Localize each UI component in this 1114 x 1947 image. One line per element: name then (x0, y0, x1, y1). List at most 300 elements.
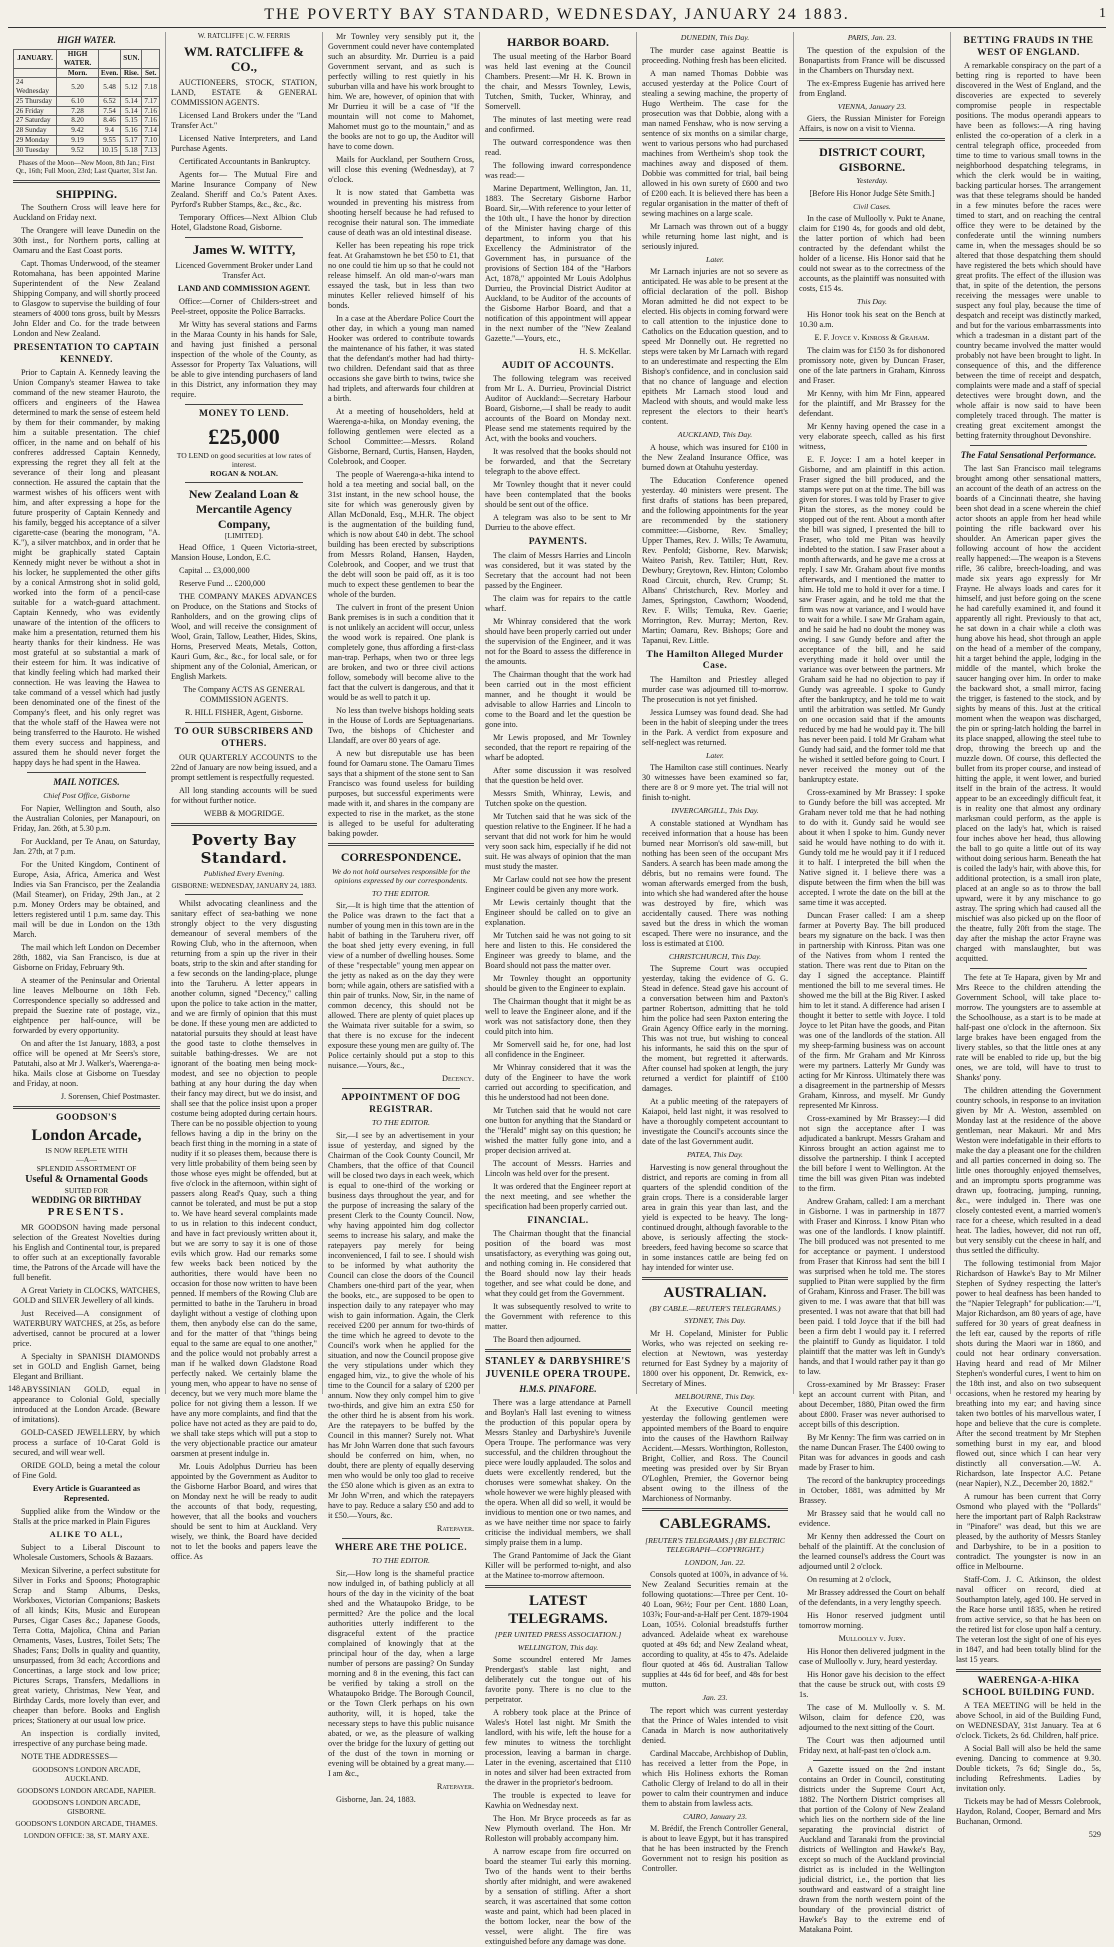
news-paragraph: A rumour has been current that Corry Osmond who played with the "Pollards" here the important part of Ralph Rackstraw in "Pinafore" was dead, but this we are pleased, by the authority of Messrs Stanley and Darbyshire, to be in a position to contradict. The youngster is now in an office in Melbourne. (956, 1492, 1101, 1572)
nzloan-paragraph: The Company ACTS AS GENERAL COMMISSION AGENTS. (183, 685, 305, 705)
financial-paragraph: The Chairman thought that the financial position of the board was most unsatisfactory, as everything was going out, and nothing coming in. He considered that the Board should now lay their heads together, and see what could be done, and what they could get from the Government. (485, 1229, 631, 1299)
witty-title: James W. WITTY, (192, 242, 296, 258)
hamilton-heading: The Hamilton Alleged Murder Case. (646, 649, 784, 672)
goodson-paragraph: MR GOODSON having made personal selection of the Greatest Novelties during his English and Continental tour, is prepared to offer such at an exceptionally favorable time, the Patrons of the Arcade will have the full benefit. (13, 1222, 160, 1282)
dateline: VIENNA, January 23. (837, 101, 907, 111)
tide-cell: 5.14 (121, 96, 142, 106)
telegram-paragraph: Giers, the Russian Minister for Foreign Affairs, is now on a visit to Vienna. (799, 114, 945, 133)
tide-cell: 9.52 (57, 145, 99, 155)
telegram-paragraph: Jessica Lumsey was found dead. She had been in the habit of sleeping under the trees in the Park. A verdict from exposure and self-neglect was returned. (642, 707, 788, 747)
mail-subheading: Chief Post Office, Gisborne (43, 791, 130, 801)
subscribers-signature: WEBB & MOGRIDGE. (203, 808, 285, 818)
tide-cell: 5.20 (57, 78, 99, 97)
goodson-line: WEDDING OR BIRTHDAY (31, 1195, 142, 1206)
goodson-paragraph: Just Received—A consignment of WATERBURY WATCHES, at 25s, as before advertised, cannot be procured at a lower price. (13, 1308, 160, 1348)
masthead (8, 6, 1106, 28)
subheading: Civil Cases. (853, 201, 891, 211)
dateline: CHRISTCHURCH, This Day. (668, 951, 762, 961)
financial-heading: FINANCIAL. (527, 1215, 589, 1226)
tide-table (13, 49, 160, 156)
tide-row (14, 145, 160, 155)
money-signature: ROGAN & NOLAN. (210, 469, 278, 479)
school-paragraph: Tickets may be had of Messrs Colebrook, Haydon, Roland, Cooper, Bernard and Mrs Buchanan, Ormond. (956, 1797, 1101, 1827)
police-heading: WHERE ARE THE POLICE. (334, 1542, 468, 1553)
court-paragraph: Mr Kenny, with him Mr Finn, appeared for the plaintiff, and Mr Brassey for the defendant. (799, 388, 945, 418)
tide-cell: 25 Thursday (14, 96, 57, 106)
latest-telegrams-source: [PER UNITED PRESS ASSOCIATION.] (494, 1630, 622, 1640)
advert-number: 529 (1088, 1830, 1101, 1840)
goodson-addresses (13, 1765, 160, 1840)
tide-cell: 5.12 (121, 78, 142, 97)
tide-cell: 30 Tuesday (14, 145, 57, 155)
dateline: PATEA, This Day. (687, 1150, 743, 1160)
goodson-address: GOODSON'S LONDON ARCADE, AUCKLAND. (32, 1764, 141, 1783)
telegram-paragraph: The Hamilton and Priestley alleged murder case was adjourned till to-morrow. The prosecution is not yet finished. (642, 674, 788, 704)
tide-cell: 7.54 (98, 106, 120, 116)
goodson-line: Useful & Ornamental Goods (25, 1173, 148, 1185)
financial-paragraph: The Board then adjourned. (493, 1335, 581, 1345)
telegram-paragraph: A house, which was insured for £100 in the New Zealand Insurance Office, was burned down at Otahuhu yesterday. (642, 442, 788, 472)
payments-paragraph: The Chairman thought that it might be as well to leave the Engineer alone, and if the work was not satisfactory done, then they could pitch into him. (485, 996, 631, 1036)
goodson-paragraph: Mexican Silverine, a perfect substitute for Silver in Forks and Spoons; Photographic Scrap and Stamp Albums, Desks, Workboxes, Victorian Companions; Baskets of all kinds; Kits, Music and European Purses, Cigar Cases &c.; Japanese Goods, Terra Cotta, Majolica, China and Parian Ornaments, Vases, Lustres, Toilet Sets; The Shades; Fans; Dolls in quality and quantity, unsurpassed, from 3d each; Accordions and Concertinas, a large stock and low price; Pictures Scraps, Transfers, Medallions in great variety, Christmas, New Year, and Birthday Cards, more lovely than ever, and cheaper than before. Books and English prices; Stationery at our usual low price. (13, 1565, 160, 1725)
editorial-paragraph: Mr. Louis Adolphus Durrieu has been appointed by the Government as Auditor to the Gisborne Harbor Board, and wires that on Monday next he will be ready to audit the accounts of that body, requesting, however, that all the books and vouchers should be sent to him at Auckland. Very wisely, we think, the Board have decided not to let the books and papers leave the office. As (171, 1462, 317, 1562)
court-paragraph: Cross-examined by Mr Brassey:—I did not sign the acceptance after I was adjudicated a bankrupt. Messrs Graham and Kinross brought an action against me to dissolve the partnership. I think I accepted the bill before I went to Wellington. At the time the bill was given Pitan was indebted to the firm. (799, 1113, 945, 1193)
subscribers-paragraph: All long standing accounts will be sued for without further notice. (171, 785, 317, 805)
divider (27, 772, 146, 773)
letter-date: Gisborne, Jan. 24, 1883. (336, 1794, 416, 1804)
court-judge: [Before His Honor Judge Sète Smith.] (809, 188, 935, 198)
witty-paragraph: Mr Witty has several stations and Farms in the Maraa County in his hands for Sale, and having just finished a personal inspection of the whole of the County, as Assessor for Property Tax Valuations, will be able to give intending purchasers of land in this District, any information they may require. (171, 320, 317, 400)
mail-paragraph: For Napier, Wellington and South, also the Australian Colonies, per Manapouri, on Friday, Jan. 26th, at 5.30 p.m. (13, 803, 160, 833)
school-paragraph: A TEA MEETING will be held in the above School, in aid of the Building Fund, on WEDNESDAY, 31st January. Tea at 6 o'clock. Tickets, 2s 6d. Children, half price. (956, 1701, 1101, 1741)
betting-frauds-heading: BETTING FRAUDS IN THE WEST OF ENGLAND. (963, 36, 1094, 58)
payments-paragraph: Mr Tutchen said that he was sick of the question relative to the Engineer. If he had a servant that did not work for him he would very soon sack him, especially if he did not suit. He was always of opinion that the man must study the master. (485, 811, 631, 871)
news-paragraph: A new but disreputable use has been found for Oamaru stone. The Oamaru Times says that a shipment of the stone sent to San Francisco was found useless for building purposes, but successful experiments were made with it, and shares in the company are expected to rise in the market, as the stone is alleged to be useful for adulterating baking powder. (328, 749, 474, 838)
letter-paragraph: Sir,—It is high time that the attention of the Police was drawn to the fact that a number of young men in this town are in the habit of bathing in the Taruheru river, off the boat shed jetty every evening, in full view of a number of dwelling houses. Some of these "respectable" young men appear on the jetty as naked as on the day they were born; while again, others are satisfied with a thin pair of trunks. Now, Sir, in the name of common decency, this should not be allowed. There are plenty of quiet places up the Waimata river suitable for a swim, so that there is no excuse for the indecent exposure these young men are guilty of. The Police certainly should put a stop to this nuisance.—Yours, &c., (328, 901, 474, 1071)
payments-paragraph: Mr Tutchen said he was not going to sit here and listen to this. He considered the Engineer was greedy to blame, and the Board should not pass the matter over. (485, 930, 631, 970)
presentation-paragraph: Prior to Captain A. Kennedy leaving the Union Company's steamer Hawea to take command of the new steamer Hauroto, the officers and engineers of the Hawea determined to mark the sense of esteem held by them for their commander, by making him a suitable presentation. The chief officer, in the name and on behalf of his confreres addressed Captain Kennedy, expressing the regret they all felt at the severance of their long and pleasant connection. He assured the captain that the warmest wishes of his officers went with him, and after expressing a hope for the future prosperity of Captain Kennedy and his family, begged his acceptance of a silver cigarette-case (bearing the monogram, "A. K."), a silver matchbox, and in order that he might be graphically stated Captain Kennedy might never be without a shot in his locker, he supplemented the other gifts by a conical Armstrong shot in solid gold, worked into the form of a pencil-case suitable for a watch-guard attachment. Captain Kennedy, who was evidently unaware of the intention of the officers to make him a presentation, returned them his hearty thanks for their kindness. He was most grateful at so substantial a mark of their esteem for him. It was indicative of that kindly feeling which had marked their connection. He was leaving the Hawea to take command of a vessel which had justly been denominated one of the finest of the Company's fleet, and his only regret was that the whole staff of the Hawea were not being transferred to the Hauroto. He wished them every success and happiness, and assured them he should never forget the happy days he had spent in the Hawea. (13, 368, 160, 768)
witty-paragraph: Licenced Government Broker under Land Transfer Act. (175, 261, 313, 281)
financial-paragraph: It was subsequently resolved to write to the Government with reference to this matter. (485, 1302, 631, 1332)
payments-heading: PAYMENTS. (528, 537, 588, 548)
telegram-paragraph: Harvesting is now general throughout the district, and reports are coming in from all quarters of the splendid condition of the grain crops. There is a considerable larger area in grain this year than last, and the yield is expected to be heavy. The long-continued drought, although favorable to the above, is seriously affecting the stock-breeders, feed having become so scarce that in some instances cattle are being fed on hay intended for winter use. (642, 1162, 788, 1272)
telegram-paragraph: The trouble is expected to leave for Kawhia on Wednesday next. (485, 1791, 631, 1811)
goodson-paragraph: A Great Variety in CLOCKS, WATCHES, GOLD and SILVER Jewellery of all kinds. (13, 1285, 160, 1305)
payments-paragraph: The claim of Messrs Harries and Lincoln was considered, but it was stated by the Secretary that the account had not been passed by the Engineer. (485, 550, 631, 590)
goodson-line: IS NOW REPLETE WITH (45, 1145, 128, 1155)
mail-paragraph: The mail which left London on December 28th, 1882, via San Francisco, is due at Gisborne on Friday, February 9th. (13, 942, 160, 972)
tide-cell: 7.10 (142, 136, 160, 146)
court-paragraph: Mr Brassey said that he would call no evidence. (799, 1508, 945, 1528)
dateline: INVERCARGILL, This Day. (671, 806, 759, 816)
goodson-line: —A— (76, 1155, 97, 1165)
witty-advert (171, 242, 317, 258)
tide-subheader: Rise. (121, 68, 142, 78)
letter-signature: Ratepayer. (436, 1781, 474, 1791)
tide-cell: 9.4 (98, 126, 120, 136)
court-paragraph: The record of the bankruptcy proceedings in October, 1881, was admitted by Mr Brassey. (799, 1475, 945, 1505)
subscribers-paragraph: OUR QUARTERLY ACCOUNTS to the 22nd of January are now being issued, and a prompt settlement is respectfully requested. (171, 752, 317, 782)
mail-paragraph: On and after the 1st January, 1883, a post office will be opened at Mr Seers's store, Patutahi, also at Mr J. Walker's, Waerenga-a-hika. Mails close at Gisborne on Tuesday and Friday, at noon. (13, 1038, 160, 1088)
goodson-guarantee: Every Article is Guaranteed as Represented. (32, 1483, 141, 1503)
column-6 (793, 32, 950, 1934)
tide-cell: 5.48 (98, 78, 120, 97)
standard-subtitle: Published Every Evening. (203, 869, 285, 879)
tide-column-header: JANUARY. (14, 49, 57, 68)
tide-cell: 7.16 (142, 116, 160, 126)
telegram-paragraph: The Supreme Court was occupied yesterday, taking the evidence of G. G. Stead in defence. Stead gave his account of a conversation between him and Paxton's partner Robertson, admitting that he told him the police had seen Paxton entering the Grain Agency Office early in the morning. This was not true, but wishing to conceal his informants, he said this on the spur of the moment, but regretted it afterwards. After counsel had spoken at length, the jury returned a verdict for plaintiff of £100 damages. (642, 964, 788, 1094)
mail-paragraph: For the United Kingdom, Continent of Europe, Asia, Africa, America and West Indies via San Francisco, per the Zealandia (Mail Steamer), on Friday, 29th Jan., at 2 p.m. Money Orders may be obtained, and letters registered until 1 p.m. same day. This mail will be due in London on the 13th March. (13, 859, 160, 939)
news-paragraph: In a case at the Aberdare Police Court the other day, in which a young man named Hooker was ordered to contribute towards the maintenance of his father, it was stated that the defendant's mother had had thirty-two children. Defendant said that as three occasions she gave birth to twins, twice she had triplets, and afterwards four children at a birth. (328, 314, 474, 403)
money-heading: MONEY TO LEND. (199, 409, 289, 420)
tides-heading: HIGH WATER. (57, 35, 116, 45)
goodson-address: GOODSON'S LONDON ARCADE, GISBORNE. (32, 1797, 141, 1816)
tide-cell: 5.15 (121, 116, 142, 126)
school-paragraph: A Social Ball will also be held the same evening. Dancing to commence at 9.30. Double tickets, 7s 6d; Single do., 5s, including Refreshments. Ladies by invitation only. (956, 1744, 1101, 1794)
column-5 (636, 32, 793, 1874)
court-paragraph: His Honor reserved judgment until tomorrow morning. (799, 1610, 945, 1630)
news-paragraph: The children attending the Government country schools, in response to an invitation given by Mr A. Weston, assembled on Monday last at the residence of the above gentleman, near Makauri. Mr and Mrs Weston were indefatigable in their efforts to make the day a pleasant one for the children and all parties concerned in doing so. The little ones thoroughly enjoyed themselves, and an impromptu sports programme was drawn up, footracing, jumping, running, &c., were indulged in. There was one closely contested event, a married women's race for a cheese, which resulted in a dead heat. The ladies, however, did not run off, but very sensibly cut the cheese in half, and thus settled the difficulty. (956, 1086, 1101, 1256)
telegram-paragraph: The murder case against Beattie is proceeding. Nothing fresh has been elicited. (642, 45, 788, 65)
goodson-paragraph: A Specialty in SPANISH DIAMONDS set in GOLD and English Garnet, being Elegant and Brilliant. (13, 1351, 160, 1381)
tide-cell: 7.17 (142, 96, 160, 106)
audit-paragraph: Mr Townley thought that it never could have been contemplated that the books should be sent out of the office. (485, 480, 631, 510)
cablegrams-heading: CABLEGRAMS. (659, 1516, 771, 1533)
news-paragraph: At a meeting of householders, held at Waerenga-a-hika, on Monday evening, the following gentlemen were elected as a School Committee:—Messrs. Roland Gisborne, Bernard, Curtis, Hansen, Hayden, Colebrook, and Cooper. (328, 407, 474, 466)
subscribers-heading: TO OUR SUBSCRIBERS AND OTHERS. (174, 727, 314, 749)
australian-heading: AUSTRALIAN. (663, 1284, 767, 1301)
court-paragraph: Mr Brassey addressed the Court on behalf of the defendants, in a very lengthy speech. (799, 1587, 945, 1607)
latest-telegrams-heading: LATEST TELEGRAMS. (508, 1592, 608, 1627)
payments-paragraph: The claim was for repairs to the cattle wharf. (485, 593, 631, 613)
tide-cell: 9.42 (57, 126, 99, 136)
tide-subheader: Even. (98, 68, 120, 78)
goodson-address: GOODSON'S LONDON ARCADE, NAPIER. (17, 1785, 156, 1795)
correspondence-note: We do not hold ourselves responsible for the opinions expressed by our correspondents. (331, 866, 471, 886)
ratcliffe-advert (171, 44, 317, 76)
payments-paragraph: Mr Carlaw could not see how the present Engineer could be given any more work. (485, 874, 631, 894)
court-paragraph: The Court was then adjourned until Friday next, at half-past ten o'clock a.m. (799, 1735, 945, 1755)
payments-paragraph: It was ordered that the Engineer report at the next meeting, and see whether the specification had been properly carried out. (485, 1181, 631, 1211)
ratcliffe-paragraph: Licensed Native Interpreters, and Land Purchase Agents. (171, 134, 317, 154)
tide-subheader: Morn. (57, 68, 99, 78)
witty-paragraph: Office:—Corner of Childers-street and Peel-street, opposite the Police Barracks. (171, 297, 317, 317)
payments-paragraph: Mr Whinray considered that it was the duty of the Engineer to have the work carried out according to specification, and this he understood had not been done. (485, 1062, 631, 1102)
goodson-paragraph: NOTE THE ADDRESSES— (21, 1751, 118, 1761)
divider (342, 1538, 460, 1539)
court-paragraph: His Honor took his seat on the Bench at 10.30 a.m. (799, 309, 945, 329)
ratcliffe-paragraph: Certificated Accountants in Bankruptcy. (179, 157, 311, 167)
news-paragraph: The fete at Te Hapara, given by Mr and Mrs Reece to the children attending the Government School, will take place to-morrow. The youngsters are to assemble at the Schoolhouse, as a start is to be made at half-past one o'clock in the afternoon. Six large brakes have been engaged from the livery stables, so that the little ones at any rate will be enabled to ride up, but the big ones, we are told, will have to trust to Shanks' pony. (956, 973, 1101, 1083)
court-paragraph: The claim was for £150 3s for dishonored promissory note, given by Duncan Fraser, one of the late partners in Graham, Kinross and Fraser. (799, 345, 945, 385)
subheading: This Day. (857, 297, 887, 307)
tide-cell: 28 Sunday (14, 126, 57, 136)
opera-paragraph: There was a large attendance at Parnell and Boylan's Hall last evening to witness the production of this popular opera by Messrs Stanley and Darbyshire's Juvenile Opera Troupe. The performance was very successful, and the children throughout the piece were loudly applauded. The solos and duets were excellently rendered, but the choruses were somewhat shakey. On the whole however we were highly pleased with the opera. When all did so well, it would be invidious to mention one or two names, and as we have neither time nor space to fairly criticise the individual members, we shall simply praise them in a lump. (485, 1397, 631, 1547)
court-day: Yesterday. (856, 176, 888, 186)
letter-signature: Ratepayer. (436, 1523, 474, 1533)
audit-paragraph: It was resolved that the books should not be forwarded, and that the Secretary telegraph to the above effect. (485, 447, 631, 477)
divider (185, 237, 303, 238)
article-paragraph: The last San Francisco mail telegrams brought among other sensational matters, an account of the death of an actress on the boards of a Cincinnati theatre, she having been shot dead in a scene wherein the chief actor shoots an apple from her head while pointing the rifle backward over his shoulder. An American paper gives the following account of how the accident really happened:—The weapon is a Stevens rifle, 36 calibre, breech-loading, and was made six years ago expressly for Mr Frayne. He always loads and cares for it himself, and just before going on the scene he had carefully examined it, and found it apparently all right. Previously to that act, he sat down in a chair while a cloth was hung above his head, shot through an apple on the head of a member of the company, hit a target behind the apple, lodging in the middle of the mantel, which broke the saucer hanging over him. In order to make the backward shot, a small mirror, facing the trigger, is fastened to the stock, and by sights by means of this. Just at the critical moment when the weapon was discharged, the pin or spring-latch holding the barrel in its place snapped, allowing the steel tube to drop, throwing the breech up and the muzzle down. Of course, this deflected the bullet from its proper course, and instead of hitting the apple, it went lower, and buried itself in the brain of the actress. It would appear to be an exceedingly difficult feat, it is in reality one that almost any ordinary marksman could perform, as the apple is placed on the lady's hat, which is raised four inches above her head, thus allowing the ball to go quite a little out of its way without doing serious harm. Beneath the hat is coiled the lady's hair, with above this, for additional protection, is a small iron plate, placed at an angle so as to throw the ball upward, were it by any mischance to go astray. The spring which had caused all the mischief was also picked up on the floor of the theatre, fully 20ft from the stage. The day after the mishap the actor Frayne was charged with manslaughter, but was acquitted. (956, 464, 1101, 964)
court-paragraph: In the case of Mulloolly v. Pukt te Anane, claim for £190 4s, for goods and old debt, the latter portion of which had been contracted by the defendant whilst the holder of a license. His Honor said that he could not swear as to the correctness of the accounts, as the plaintiff was nonsuited with costs, £15 4s. (799, 214, 945, 294)
dateline: PARIS, Jan. 23. (847, 33, 897, 42)
witty-paragraph: LAND AND COMMISSION AGENT. (177, 284, 311, 294)
divider (642, 1508, 788, 1511)
harbor-paragraph: The outward correspondence was then read. (485, 137, 631, 157)
divider (485, 1585, 631, 1588)
dateline: CAIRO, January 23. (682, 1811, 748, 1821)
harbor-heading: HARBOR BOARD. (506, 35, 609, 49)
divider (328, 843, 474, 846)
tide-cell: 6.52 (98, 96, 120, 106)
tide-cell: 9.55 (98, 136, 120, 146)
shipping-paragraph: The Orangere will leave Dunedin on the 30th inst., for Northern ports, calling at Oamaru and the East Coast ports. (13, 226, 160, 256)
letter-signature: Decency. (442, 1074, 474, 1084)
goodson-address: GOODSON'S LONDON ARCADE, THAMES. (15, 1818, 158, 1828)
audit-heading: AUDIT OF ACCOUNTS. (501, 360, 615, 371)
mail-heading: MAIL NOTICES. (53, 777, 120, 788)
opera-troupe-heading: STANLEY & DARBYSHIRE'S JUVENILE OPERA TROUPE. (485, 1356, 631, 1380)
court-paragraph: Andrew Graham, called: I am a merchant in Gisborne. I was in partnership in 1877 with Fraser and Kinross. I know Pitan who was one of the landlords. I know plaintiff. The bill produced was not presented to me for acceptance or payment. I understood from Fraser that Kinross had sent the bill I was surprised when he told me. The stores supplied to Pitan were supplied by the firm of Graham, Kinross and Fraser. The bill was given to me. I was aware that that bill was presented. I was not aware that that bill had been paid. I told Joyce that if the bill had been a firm debt I would pay it. I referred the plaintiff to Gundy as liquidator. I told plaintiff that the matter was left in Gundy's hands, and that I would rather pay it than go to law. (799, 1196, 945, 1376)
divider (171, 823, 317, 826)
mail-paragraph: For Auckland, per Te Anau, on Saturday, Jan. 27th, at 7 p.m. (13, 836, 160, 856)
column-1 (8, 32, 165, 1840)
court-paragraph: The case of M. Mulloolly v. S. M. Wilson, claim for defence £20, was adjourned to the next sitting of the Court. (799, 1702, 945, 1732)
telegram-paragraph: The question of the expulsion of the Bonapartists from France will be discussed in the Chambers on Thursday next. (799, 45, 945, 75)
tide-column-header: HIGH WATER. (57, 49, 99, 68)
payments-paragraph: The account of Messrs. Harries and Lincoln was held over for the present. (485, 1158, 631, 1178)
goodson-title: London Arcade, (31, 1127, 142, 1145)
advert-number: 148 (8, 1384, 20, 1394)
nzloan-title: New Zealand Loan & Mercantile Agency Company, (188, 487, 300, 531)
court-paragraph: By Mr Kenny: The firm was carried on in the name Duncan Fraser. The £400 owing to Pitan was for advances in goods and cash made by Fraser to him. (799, 1432, 945, 1472)
court-paragraph: Duncan Fraser called: I am a sheep farmer at Poverty Bay. The bill produced bears my signature on the back. I was then in partnership with Kinross. Pitan was one of the Natives from whom I rented the station. There was rent due to Pitan on the day I signed the acceptance. Plaintiff mentioned the bill to me several times. He showed me the bill at the Big River. I asked him to let it stand. A difference had arisen I thought it better to settle with Joyce. I told Joyce to let Pitan have the goods, and Pitan was one of the landlords of the station. All my sheep-farming business was on account of the firm. Mr Graham and Mr Kinross were my partners. Latterly Mr Gundy was acting for Mr Kinross. Ultimately there was a disagreement in the partnership of Messrs Graham, Kinross, and myself. Mr Gundy represented Mr Kinross. (799, 910, 945, 1110)
ratcliffe-paragraph: AUCTIONEERS, STOCK, STATION, LAND, ESTATE & GENERAL COMMISSION AGENTS. (171, 78, 317, 108)
payments-paragraph: Mr Lewis certainly thought that the Engineer should be called on to give an explanation. (485, 897, 631, 927)
dateline: LONDON, Jan. 22. (684, 1557, 746, 1567)
divider (342, 1088, 460, 1089)
editorial-paragraph: Whilst advocating cleanliness and the sanitary effect of sea-bathing we none strongly object to the very disgusting demeanour of several members of the Rowing Club, who in the afternoon, when returning from a spin up the river in their boats, strip to the skin and after standing for a few seconds on the landing-place, plunge into the Taruheru. A letter appears in another column, signed "Decency," calling upon the police to take action in the matter, and we are firmly of opinion that this must be done. If these young men are addicted to natatorial pursuits they should at least have the good taste to clothe themselves in suitable bathing-dresses. We are not ignorant of the boating men being mock-modest, and see no objection to people bathing at any hour during the day when their fancy may direct, but we do insist, and shall see that the police insist upon a proper costume being adopted during certain hours. There can be no possible objection to young fellows having a dip in the briny on the beach first thing in the morning in a state of nudity if it so pleases them, because there is very little probability of them being seen by those whose eyes might be offended, but at five o'clock in the afternoon, within sight of passers along Read's Quay, such a thing cannot be tolerated, and must be put a stop to. We have heard several complaints made to us in relation to this indecent conduct, and have in fact previously written about it, but we are sorry to say it is one of those evils which grow. Had our remarks some few weeks back been noticed by the authorities, there would have been no occasion for those now written to have been penned. If members of the Rowing Club are permitted to bathe in the Taruheru in broad daylight without a vestige of clothing upon them, then anybody else can do the same, and for the matter of that "things being equal to the same are equal to one another," and the police would not probably arrest a man if he walked down Gladstone Road perfectly naked. We certainly blame the young men, who appear to have no sense of decency, but we very much more blame the police for not giving them a lesson. If we have any more complaints, and find that the police have not acted as they are paid to do, we shall take steps which will put a stop to the very objectionable practice our amateur oarsmen at present indulge in. (171, 899, 317, 1459)
column-4 (479, 32, 636, 1947)
tide-cell: 5.16 (121, 126, 142, 136)
dateline: MELBOURNE, This Day. (674, 1391, 756, 1401)
tide-cell: 9.19 (57, 136, 99, 146)
newspaper-title: THE POVERTY BAY STANDARD, WEDNESDAY, JANUARY 24 1883. (264, 6, 850, 23)
dateline: SYDNEY, This Day. (684, 1316, 746, 1326)
court-paragraph: His Honor gave his decision to the effect that the cause be struck out, with costs £9 1s. (799, 1669, 945, 1699)
payments-paragraph: Mr Whinray considered that the work should have been properly carried out under the supervision of the Engineer, and it was not for the Board to assess the difference in the amounts. (485, 616, 631, 666)
dog-registrar-heading: APPOINTMENT OF DOG REGISTRAR. (341, 1093, 461, 1115)
subheading: Later. (706, 254, 724, 264)
news-paragraph: It is now stated that Gambetta was wounded in preventing his mistress from shooting herself because he had refused to recognise their natural son. The immediate cause of death was an old intestinal disease. (328, 188, 474, 237)
gazette-paragraph: A Gazette issued on the 2nd instant contains an Order in Council, constituting districts under the Supreme Court Act, 1882. The Northern District comprises all that portion of the Colony of New Zealand which lies on the northern side of the line separating the provincial district of Auckland and Taranaki from the provincial districts of Wellington and Hawke's Bay, except so much of the Auckland provincial district as is included in the Wellington judicial district, i.e., the portion that lies southward and eastward of a straight line drawn from the north western point of the boundary of the provincial district of Hawke's Bay to the extreme end of Matakana Point. (799, 1764, 945, 1934)
tide-cell: 10.15 (98, 145, 120, 155)
goodson-advert (13, 1113, 160, 1220)
shipping-paragraph: The Southern Cross will leave here for Auckland on Friday next. (13, 203, 160, 223)
column-2 (165, 32, 322, 1562)
goodson-paragraph: Subject to a Liberal Discount to Wholesale Customers, Schools & Bazaars. (13, 1542, 160, 1562)
harbor-paragraph: The usual meeting of the Harbor Board was held last evening at the Council Chambers. Present:—Mr H. K. Brown in the chair, and Messrs Townley, Lewis, Tutchen, Smith, Tucker, Whinray, and Somervell. (485, 51, 631, 111)
divider (13, 180, 160, 183)
mail-paragraph: A steamer of the Peninsular and Oriental line leaves Melbourne on 18th Feb. Correspondence specially so addressed and prepaid the Suezine rate of postage, viz., eightpence per half-ounce, will be forwarded by every opportunity. (13, 975, 160, 1035)
goodson-line: PRESENTS. (47, 1206, 126, 1219)
tide-row (14, 126, 160, 136)
payments-paragraph: Mr Somervell said he, for one, had lost all confidence in the Engineer. (485, 1039, 631, 1059)
audit-paragraph: The following telegram was received from Mr L. A. Durrieu, Provincial District Auditor of Auckland:—Secretary Harbour Board, Gisborne,—I shall be ready to audit accounts of the Board on Monday next. Please send me statements required by the Act, with the books and vouchers. (485, 374, 631, 444)
divider (970, 968, 1087, 969)
court-paragraph: Mr Kenny having opened the case in a very elaborate speech, called as his first witness, (799, 421, 945, 451)
divider (185, 722, 303, 723)
telegram-paragraph: A robbery took place at the Prince of Wales's Hotel last night. Mr Smith the landlord, with his wife, left the house for a few minutes to witness the torchlight procession, leaving a barman in charge. Later in the evening, ascertained that £110 in notes and silver had been extracted from the drawer in the proprietor's bedroom. (485, 1708, 631, 1788)
goodson-alike: ALIKE TO ALL, (49, 1529, 124, 1539)
newspaper-page (8, 32, 1106, 1947)
telegram-paragraph: Mr Larnach injuries are not so severe as anticipated. He was able to be present at the official declaration of the poll. Bishop Moran admitted he did not expect to be elected. His objects in coming forward were to call attention to the injustice done to Catholics on the Education question, and to speed Mr Donnelly out. He regretted no steps were taken by Mr Larnach with regard to an underestimate and respecting the Elm Bishop's confidence, and in conclusion said that no chance of language and election epithets Mr Larnach stood loud and Macleod with shouts, and would make less represent the electors to their heart's content. (642, 267, 788, 426)
tide-cell: 7.28 (57, 106, 99, 116)
nzloan-signature: R. HILL FISHER, Agent, Gisborne. (185, 708, 303, 718)
telegram-paragraph: A constable stationed at Wyndham has received information that a house has been burned near Morrison's old saw-mill, but nothing has been seen of the occupant Mrs Sanders. A search has been made among the débris, but no remains were found. The woman afterwards emerged from the bush, into which she had wandered after the house was destroyed by fire, which was accidentally caused. There was nothing saved but the dress in which the woman escaped. There were no insurance, and the loss is estimated at £100. (642, 818, 788, 948)
news-paragraph: The people of Waerenga-a-hika intend to hold a tea meeting and social ball, on the 31st instant, in the new school house, the site for which was generously given by Allan McDonald, Esq., M.H.R. The object is the augmentation of the building fund, which is now about £40 in debt. The school building has been erected by subscriptions from Messrs Roland, Hansen, Hayden, Colebrook, and Cooper, and we trust that the debt will soon be paid off, as it is too much to expect these gentlemen to bear the whole of the burden. (328, 470, 474, 599)
payments-paragraph: Messrs Smith, Whinray, Lewis, and Tutchen spoke on the question. (485, 788, 631, 808)
court-paragraph: His Honor then delivered judgment in the case of Mulloolly v. Jury, heard yesterday. (799, 1646, 945, 1666)
standard-dateline: GISBORNE: WEDNESDAY, JANUARY 24, 1883. (171, 881, 317, 890)
payments-paragraph: The Chairman thought that the work had been carried out in the most efficient manner, and he thought it would be advisable to allow Harries and Lincoln to come to the Board and let the question be gone into. (485, 669, 631, 729)
nzloan-capital: Capital ... £3,000,000 (179, 566, 250, 576)
tide-row (14, 116, 160, 126)
telegram-paragraph: The ex-Empress Eugenie has arrived here from England. (799, 78, 945, 98)
letter-salutation: TO THE EDITOR. (372, 1556, 430, 1566)
column-3 (322, 32, 479, 1804)
telegram-paragraph: The Hamilton case still continues. Nearly 30 witnesses have been examined so far, there are 8 or 9 more yet. The trial will not finish to-night. (642, 763, 788, 803)
telegram-paragraph: Mr Larnach was thrown out of a buggy while returning home last night, and is seriously injured. (642, 221, 788, 251)
court-paragraph: Cross-examined by Mr Brassey: Fraser kept an account current with Pitan, and about December, 1880, Pitan owed the firm about £800. Fraser was never authorised to accept bills of this description. (799, 1379, 945, 1429)
ratcliffe-names: W. RATCLIFFE | C. W. FERRIS (197, 32, 291, 40)
tide-column-header: SUN. (121, 49, 142, 68)
page-number: 1 (1099, 6, 1106, 21)
telegram-paragraph: Some scoundrel entered Mr James Prendergast's stable last night, and deliberately cut the tongue out of his favorite pony. There is no clue to the perpetrator. (485, 1655, 631, 1705)
nzloan-paragraph: Head Office, 1 Queen Victoria-street, Mansion House, London, E.C. (171, 543, 317, 563)
dateline: WELLINGTON, This day. (517, 1642, 599, 1652)
tide-column-header (98, 49, 120, 68)
opera-paragraph: The Grand Pantomime of Jack the Giant Killer will be performed to-night, and also at the Matinee to-morrow afternoon. (485, 1550, 631, 1580)
tide-subheader: Set. (142, 68, 160, 78)
telegram-paragraph: At a public meeting of the ratepayers of Kaiapoi, held last night, it was resolved to have a thoroughly competent accountant to investigate the Council's accounts since the date of the last Government audit. (642, 1097, 788, 1147)
divider (813, 1760, 931, 1761)
dateline: AUCKLAND, This Day. (677, 430, 753, 439)
tide-row (14, 78, 160, 97)
goodson-line: SPLENDID ASSORTMENT OF (36, 1164, 137, 1174)
presentation-heading: PRESENTATION TO CAPTAIN KENNEDY. (13, 343, 160, 365)
telegram-paragraph: Mr H. Copeland, Minister for Public Works, who was rejected on seeking re-election at Newtown, was yesterday returned for East Sydney by a majority of 1800 over his opponent, Dr. Renwick, ex-Secretary of Mines. (642, 1328, 788, 1388)
goodson-address: LONDON OFFICE: 38, ST. MARY AXE. (23, 1830, 150, 1840)
goodson-paragraph: ABYSSINIAN GOLD, equal in appearance to Colonial Gold, specially introduced at the London Arcade. (Beware of imitations). (13, 1384, 160, 1424)
divider (13, 1106, 160, 1109)
payments-paragraph: Mr Lewis proposed, and Mr Townley seconded, that the report re repairing of the wharf be adopted. (485, 732, 631, 762)
shipping-paragraph: Capt. Thomas Underwood, of the steamer Rotomahana, has been appointed Marine Superintendent of the New Zealand Shipping Company, and will shortly proceed to Glasgow to supervise the building of four steamers of 4000 tons gross, built by Messrs John Elder and Co. for the trade between London and New Zealand. (13, 259, 160, 339)
cablegrams-source: [REUTER'S TELEGRAMS.] (BY ELECTRIC TELEGRAPH—COPYRIGHT.) (645, 1535, 785, 1555)
news-paragraph: Keller has been repeating his rope trick feat. At Grahamstown he bet £50 to £1, that no one could tie him up so that he could not release himself. An old man-o'-wars man essayed the task, but in less than two minutes Keller relieved himself of his bonds. (328, 241, 474, 310)
nzloan-reserve: Reserve Fund ... £200,000 (179, 579, 266, 589)
moon-phases: Phases of the Moon—New Moon, 8th Jan.; First Qr., 16th; Full Moon, 23rd; Last Quarter, 31st Jan. (15, 158, 158, 176)
dateline: Jan. 23. (702, 1693, 728, 1703)
fatal-performance-heading: The Fatal Sensational Performance. (960, 450, 1097, 461)
tide-cell: 5.17 (121, 136, 142, 146)
telegram-paragraph: Cardinal Maccabe, Archbishop of Dublin, has received a letter from the Pope, in which His Holiness exhorts the Roman Catholic Clergy of Ireland to do all in their power to calm their countrymen and induce them to abstain from lawless acts. (642, 1748, 788, 1808)
tide-cell: 26 Friday (14, 106, 57, 116)
column-7 (950, 32, 1106, 1840)
standard-nameplate: Poverty Bay Standard. (191, 830, 297, 867)
goodson-line: SUITED FOR (64, 1185, 109, 1195)
divider (185, 482, 303, 483)
pinafore-heading: H.M.S. PINAFORE. (519, 1383, 597, 1394)
nzloan-advert (171, 487, 317, 540)
court-paragraph: E. F. Joyce: I am a hotel keeper in Gisborne, and am plaintiff in this action. Fraser signed the bill produced, and the stamps were put on at the time. The bill was given for stores. I was told by Fraser to give Pitan the stores, as the money could be stopped out of the rent. About a month after the bill was signed, I presented the bill to Fraser, who told me Pitan was heavily indebted to the station. I saw Fraser about a month afterwards, and he gave me a cross at reply. I saw Mr. Graham about five months afterwards, and I mentioned the matter to him. He told me to hold it over for a time. I saw Fraser again, and he told me that the firm was now at variance, and I would have to wait for a while. I saw Mr Graham again, and he said he had no doubt the money was owing. I saw Gundy before and after the acceptance of the bill, and he said everything made it hold over until the variance was over between the partners. Mr Graham said he had no objection to pay if Gundy was agreeable. I spoke to Gundy after the bankruptcy, and he told me to wait until the arbitration was settled. Mr Gundy on one occasion said that if the amounts reduced by me had he would pay it. The bill has never been paid. I told Mr Graham what Gundy had said, and the former told me that he wished it settled before going to Court. I never received the money out of the bankruptcy estate. (799, 454, 945, 784)
nzloan-sub: [LIMITED]. (224, 531, 264, 541)
tide-row (14, 96, 160, 106)
ratcliffe-paragraph: Licensed Land Brokers under the "Land Transfer Act." (171, 111, 317, 131)
shipping-heading: SHIPPING. (55, 186, 117, 201)
ratcliffe-title: WM. RATCLIFFE & CO., (183, 43, 304, 75)
divider (799, 138, 945, 141)
tide-cell: 7.13 (142, 145, 160, 155)
tide-cell: 27 Saturday (14, 116, 57, 126)
subheading: Later. (706, 750, 724, 760)
letter-salutation: TO THE EDITOR. (372, 1118, 430, 1128)
money-advert (171, 424, 317, 479)
tide-subheader (14, 68, 57, 78)
court-paragraph: On resuming at 2 o'clock, (807, 1574, 892, 1584)
telegram-paragraph: The Hon. Mr Bryce proceeds as far as New Plymouth overland. The Hon. Mr Rolleston will probably accompany him. (485, 1814, 631, 1844)
telegram-paragraph: A man named Thomas Dobbie was accused yesterday at the Police Court of stealing a sewing machine, the property of Hugo Wertheim. The case for the prosecution was that Dobbie, along with a man named Fenshaw, who is now serving a sentence of six months on a similar charge, went to various persons who had purchased machines from Wertheim's shop took the machines away and disposed of them. Dobbie was committed for trial, bail being allowed in his own surety of £600 and two of £200 each. It is believed there has been a regular organisation in the matter of theft of sewing machines on a large scale. (642, 68, 788, 218)
telegram-paragraph: The report which was current yesterday that the Prince of Wales intended to visit Canada in March is now authoritatively denied. (642, 1705, 788, 1745)
goodson-paragraph: An inspection is cordially invited, irrespective of any purchase being made. (13, 1728, 160, 1748)
divider (970, 445, 1087, 446)
tide-cell: 5.18 (121, 145, 142, 155)
news-paragraph: The culvert in front of the present Union Bank premises is in such a condition that it is not unlikely an accident will occur, unless the wood work is repaired. One plank is completely gone, thus affording a first-class man-trap. Perhaps, when two or three legs are broken, and two or three civil actions follow, somebody will become alive to the fact that the culvert is dangerous, and that it would be as well to patch it up. (328, 603, 474, 702)
goodson-name: GOODSON'S (56, 1112, 117, 1123)
goodson-paragraph: ORIDE GOLD, being a metal the colour of Fine Gold. (13, 1460, 160, 1480)
divider (185, 894, 303, 895)
news-paragraph: No less than twelve bishops holding seats in the House of Lords are Septuagenarians. Two, the bishops of Chichester and Llandaff, are over 80 years of age. (328, 706, 474, 745)
school-fund-heading: WAERENGA-A-HIKA SCHOOL BUILDING FUND. (962, 1676, 1095, 1698)
ratcliffe-paragraph: Temporary Offices—Next Albion Club Hotel, Gladstone Road, Gisborne. (171, 213, 317, 233)
dateline: DUNEDIN, This Day. (680, 33, 750, 42)
tide-cell: 6.10 (57, 96, 99, 106)
news-paragraph: Mails for Auckland, per Southern Cross, will close this evening (Wednesday), at 7 o'clock. (328, 155, 474, 184)
tide-cell: 7.14 (142, 126, 160, 136)
goodson-paragraph: Supplied alike from the Window or the Stalls at the price marked in Plain Figures (13, 1506, 160, 1526)
case-title: E. F. Joyce v. Kinross & Graham. (814, 332, 930, 342)
telegram-paragraph: At the Executive Council meeting yesterday the following gentlemen were appointed members of the Board to enquire into the causes of the Hawthorn Railway Accident.—Messrs. Worthington, Rolleston, Bright, Collier, and Ross. The Council meeting was presided over by Sir Bryan O'Loghlen, Premier, the Governor being absent owing to the illness of the Marchioness of Normanby. (642, 1404, 788, 1504)
payments-paragraph: After some discussion it was resolved that the question be held over. (485, 765, 631, 785)
divider (485, 1349, 631, 1352)
harbor-paragraph: The minutes of last meeting were read and confirmed. (485, 114, 631, 134)
tide-cell: 8.46 (98, 116, 120, 126)
goodson-paragraph: GOLD-CASED JEWELLERY, by which process a surface of 10-Carat Gold is secured, and will wear well. (13, 1427, 160, 1457)
court-paragraph: Cross-examined by Mr Brassey: I spoke to Gundy before the bill was accepted. Mr Graham never told me that he had nothing to do with it. Gundy said he would see about it when I spoke to him. Gundy never said he would have nothing to do with it. Gundy told me he would pay it if I reduced it to half. I interpreted the bill when the Native signed it. I believe there was a dispute between the firm when the bill was accepted. I wrote the date on the bill at the same time it was accepted. (799, 787, 945, 907)
court-paragraph: Mr Kenny then addressed the Court on behalf of the plaintiff. At the conclusion of the learned counsel's address the Court was adjourned until 2 o'clock. (799, 1531, 945, 1571)
money-amount: £25,000 (208, 423, 280, 449)
correspondence-heading: CORRESPONDENCE. (340, 850, 462, 864)
telegram-paragraph: A narrow escape from fire occurred on board the steamer Tui early this morning. Two of the hands went to their berths shortly after midnight, and were awakened by a sensation of stifling. After a short search, it was ascertained that some cotton waste and paint, which had been placed in the bottom locker, near the bow of the vessel, were alight. The fire was extinguished before any damage was done. (485, 1847, 631, 1947)
harbor-signature: H. S. McKellar. (579, 346, 631, 356)
harbor-paragraph: The following inward correspondence was read:— (485, 160, 631, 180)
audit-paragraph: A telegram was also to be sent to Mr Durrieu to the above effect. (485, 513, 631, 533)
nzloan-paragraph: THE COMPANY MAKES ADVANCES on Produce, on the Stations and Stocks of Ranholders, and on the growing clips of Wool, and will receive the consignment of Wool, Grain, Tallow, Leather, Hides, Skins, Horns, Preserved Meats, Metals, Cotton, Kauri Gum, &c., &c., for local sale, or for shipment any of the Colonial, American, or English Markets. (171, 592, 317, 682)
tide-cell: 29 Monday (14, 136, 57, 146)
money-terms: TO LEND on good securities at low rates of interest. (176, 450, 312, 469)
australian-source: (BY CABLE.—REUTER'S TELEGRAMS.) (649, 1303, 781, 1313)
harbor-paragraph: Marine Department, Wellington, Jan. 11, 1883. The Secretary Gisborne Harbor Board. Sir,—With reference to your letter of the 10th ult., I have the honor by direction of the Minister having charge of this department, to inform you that his Excellency the Administrator of the Government has, in pursuance of the provisions of Section 184 of the "Harbors Act, 1878," appointed Mr Louis Adolphus Durrieu, the Provincial District Auditor at Auckland, to be Auditor of the accounts of the Gisborne Harbor Board, and that a notification of this appointment will appear in the next number of the "New Zealand Gazette."—Yours, etc., (485, 183, 631, 343)
